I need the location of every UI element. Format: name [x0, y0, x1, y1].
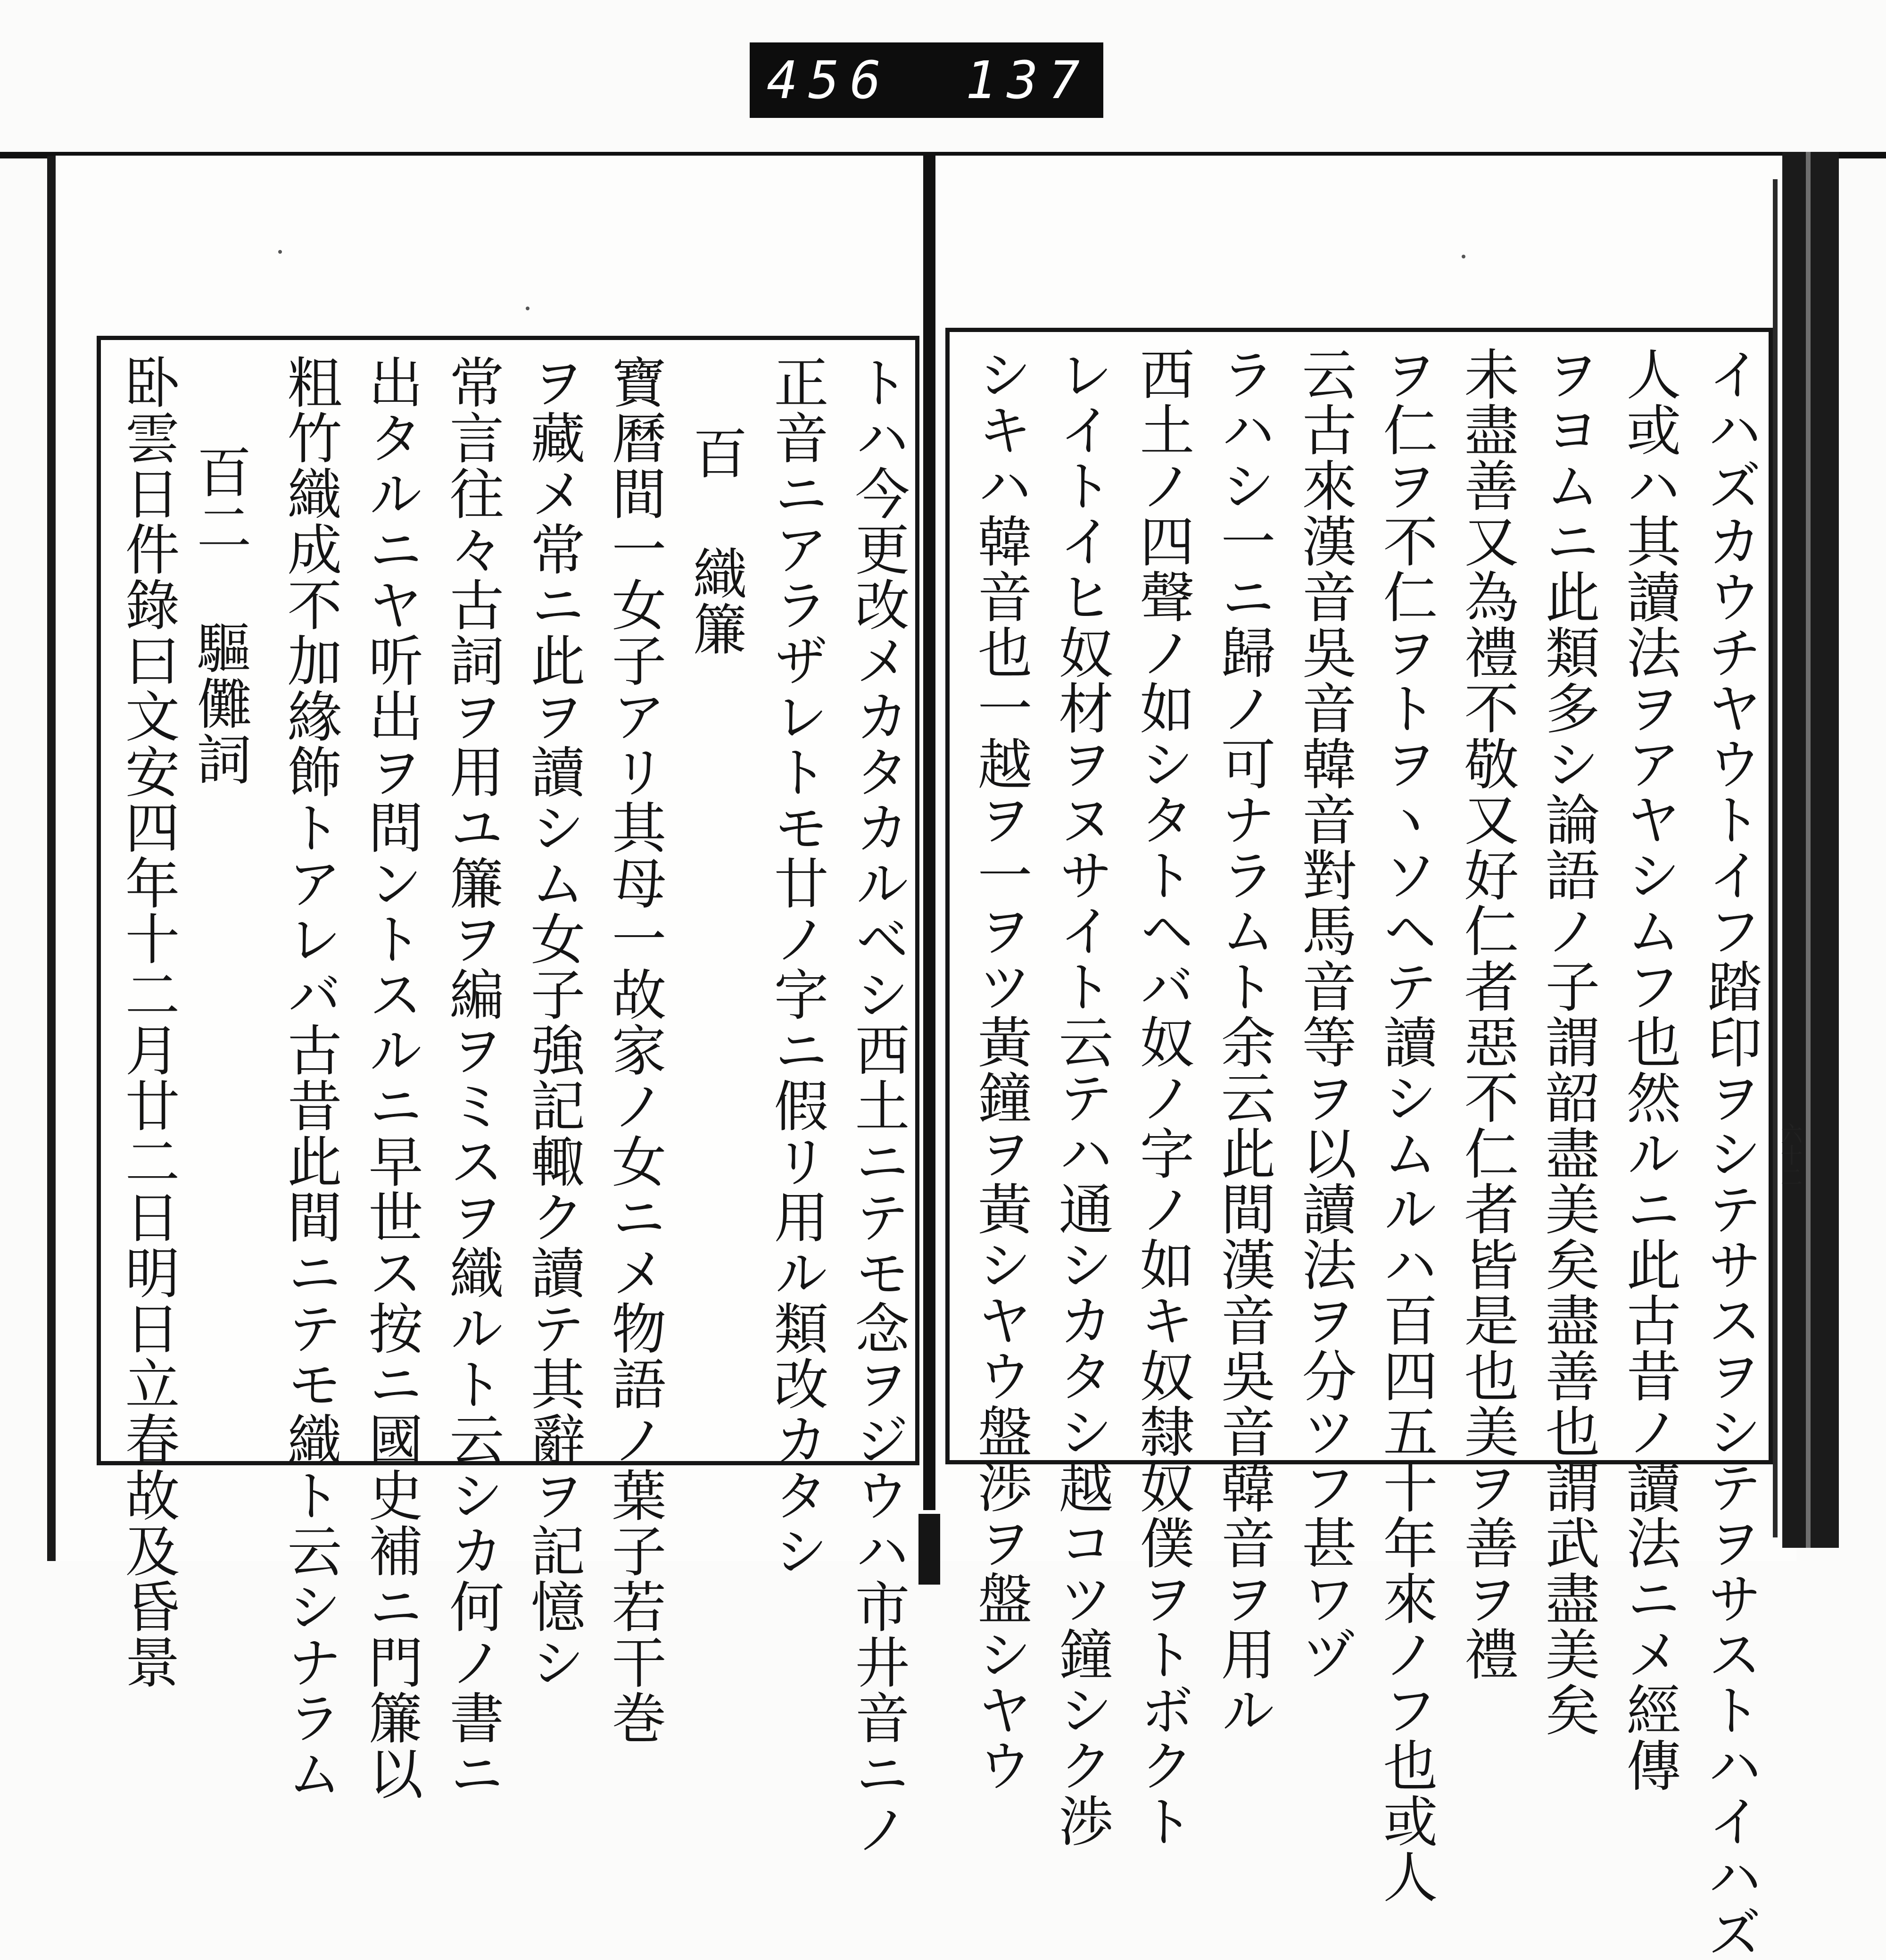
text-column-r5: ヲ仁ヲ不仁ヲトヲヽソヘテ讀シムルハ百四五十年來ノフ也或人 — [1374, 346, 1438, 1904]
text-column-l2: 正音ニアラザレトモ廿ノ字ニ假リ用ル類改カタシ — [765, 354, 828, 1578]
archive-label — [750, 42, 1103, 118]
page-edge-stripe — [1806, 152, 1811, 1548]
label-number-right: 137 — [965, 50, 1090, 110]
text-column-r1: イハズカウチヤウトイフ踏印ヲシテサスヲシテヲサストハイハズ — [1698, 346, 1762, 1960]
right-text-frame — [945, 328, 1773, 1960]
page-edge-inner-line — [1773, 179, 1778, 1537]
left-text-frame — [97, 336, 919, 1857]
text-column-l5: ヲ藏メ常ニ此ヲ讀シム女子強記輙ク讀テ其辭ヲ記憶シ — [521, 354, 585, 1690]
text-column-r10: シキハ韓音也一越ヲ一ヲツ黃鐘ヲ黃シヤウ盤渉ヲ盤シヤウ — [968, 346, 1032, 1793]
text-column-l10: 卧雲日件錄曰文安四年十二月廿二日明日立春故及昏景 — [116, 354, 180, 1690]
text-column-r2: 人或ハ其讀法ヲアヤシムフ也然ルニ此古昔ノ讀法ニメ經傳 — [1617, 346, 1681, 1793]
section-heading-shiren: 百 織簾 — [684, 425, 747, 656]
ink-speck — [1462, 255, 1465, 258]
page-number: 六十二 — [1778, 1122, 1803, 1188]
text-column-l1: トハ今更改メカタカルベシ西土ニテモ念ヲジウハ市井音ニノ — [846, 354, 910, 1857]
text-column-r4: 未盡善又為禮不敬又好仁者惡不仁者皆是也美ヲ善ヲ禮 — [1455, 346, 1519, 1682]
label-number-left: 456 — [767, 50, 892, 110]
text-column-r7: ラハシ一ニ歸ノ可ナラムト余云此間漢音吳音韓音ヲ用ル — [1212, 346, 1275, 1737]
gutter-tab — [918, 1514, 940, 1585]
book-gutter — [923, 152, 935, 1510]
text-column-r9: レイトイヒ奴材ヲヌサイト云テハ通シカタシ越コツ鐘シク渉 — [1050, 346, 1113, 1849]
text-column-r6: 云古來漢音吳音韓音對馬音等ヲ以讀法ヲ分ツフ甚ワヅ — [1293, 346, 1357, 1682]
text-column-l4: 寶曆間一女子アリ其母一故家ノ女ニメ物語ノ葉子若干巻 — [603, 354, 666, 1745]
text-column-l6: 常言往々古詞ヲ用ユ簾ヲ編ヲミスヲ織ルト云シカ何ノ書ニ — [440, 354, 504, 1801]
text-column-l7: 出タルニヤ听出ヲ問ントスルニ早世ス按ニ國史補ニ門簾以 — [359, 354, 423, 1801]
page-edge-block — [1782, 152, 1839, 1548]
ink-speck — [278, 250, 282, 254]
ink-speck — [526, 307, 529, 310]
section-heading-kunashi: 百二 驅儺詞 — [188, 444, 251, 787]
text-column-r3: ヲヨムニ此類多シ論語ノ子謂韶盡美矣盡善也謂武盡美矣 — [1536, 346, 1600, 1737]
text-column-l8: 粗竹織成不加緣飾トアレバ古昔此間ニテモ織ト云シナラム — [278, 354, 342, 1801]
text-column-r8: 西土ノ四聲ノ如シタトヘバ奴ノ字ノ如キ奴隸奴僕ヲトボクト — [1131, 346, 1194, 1849]
